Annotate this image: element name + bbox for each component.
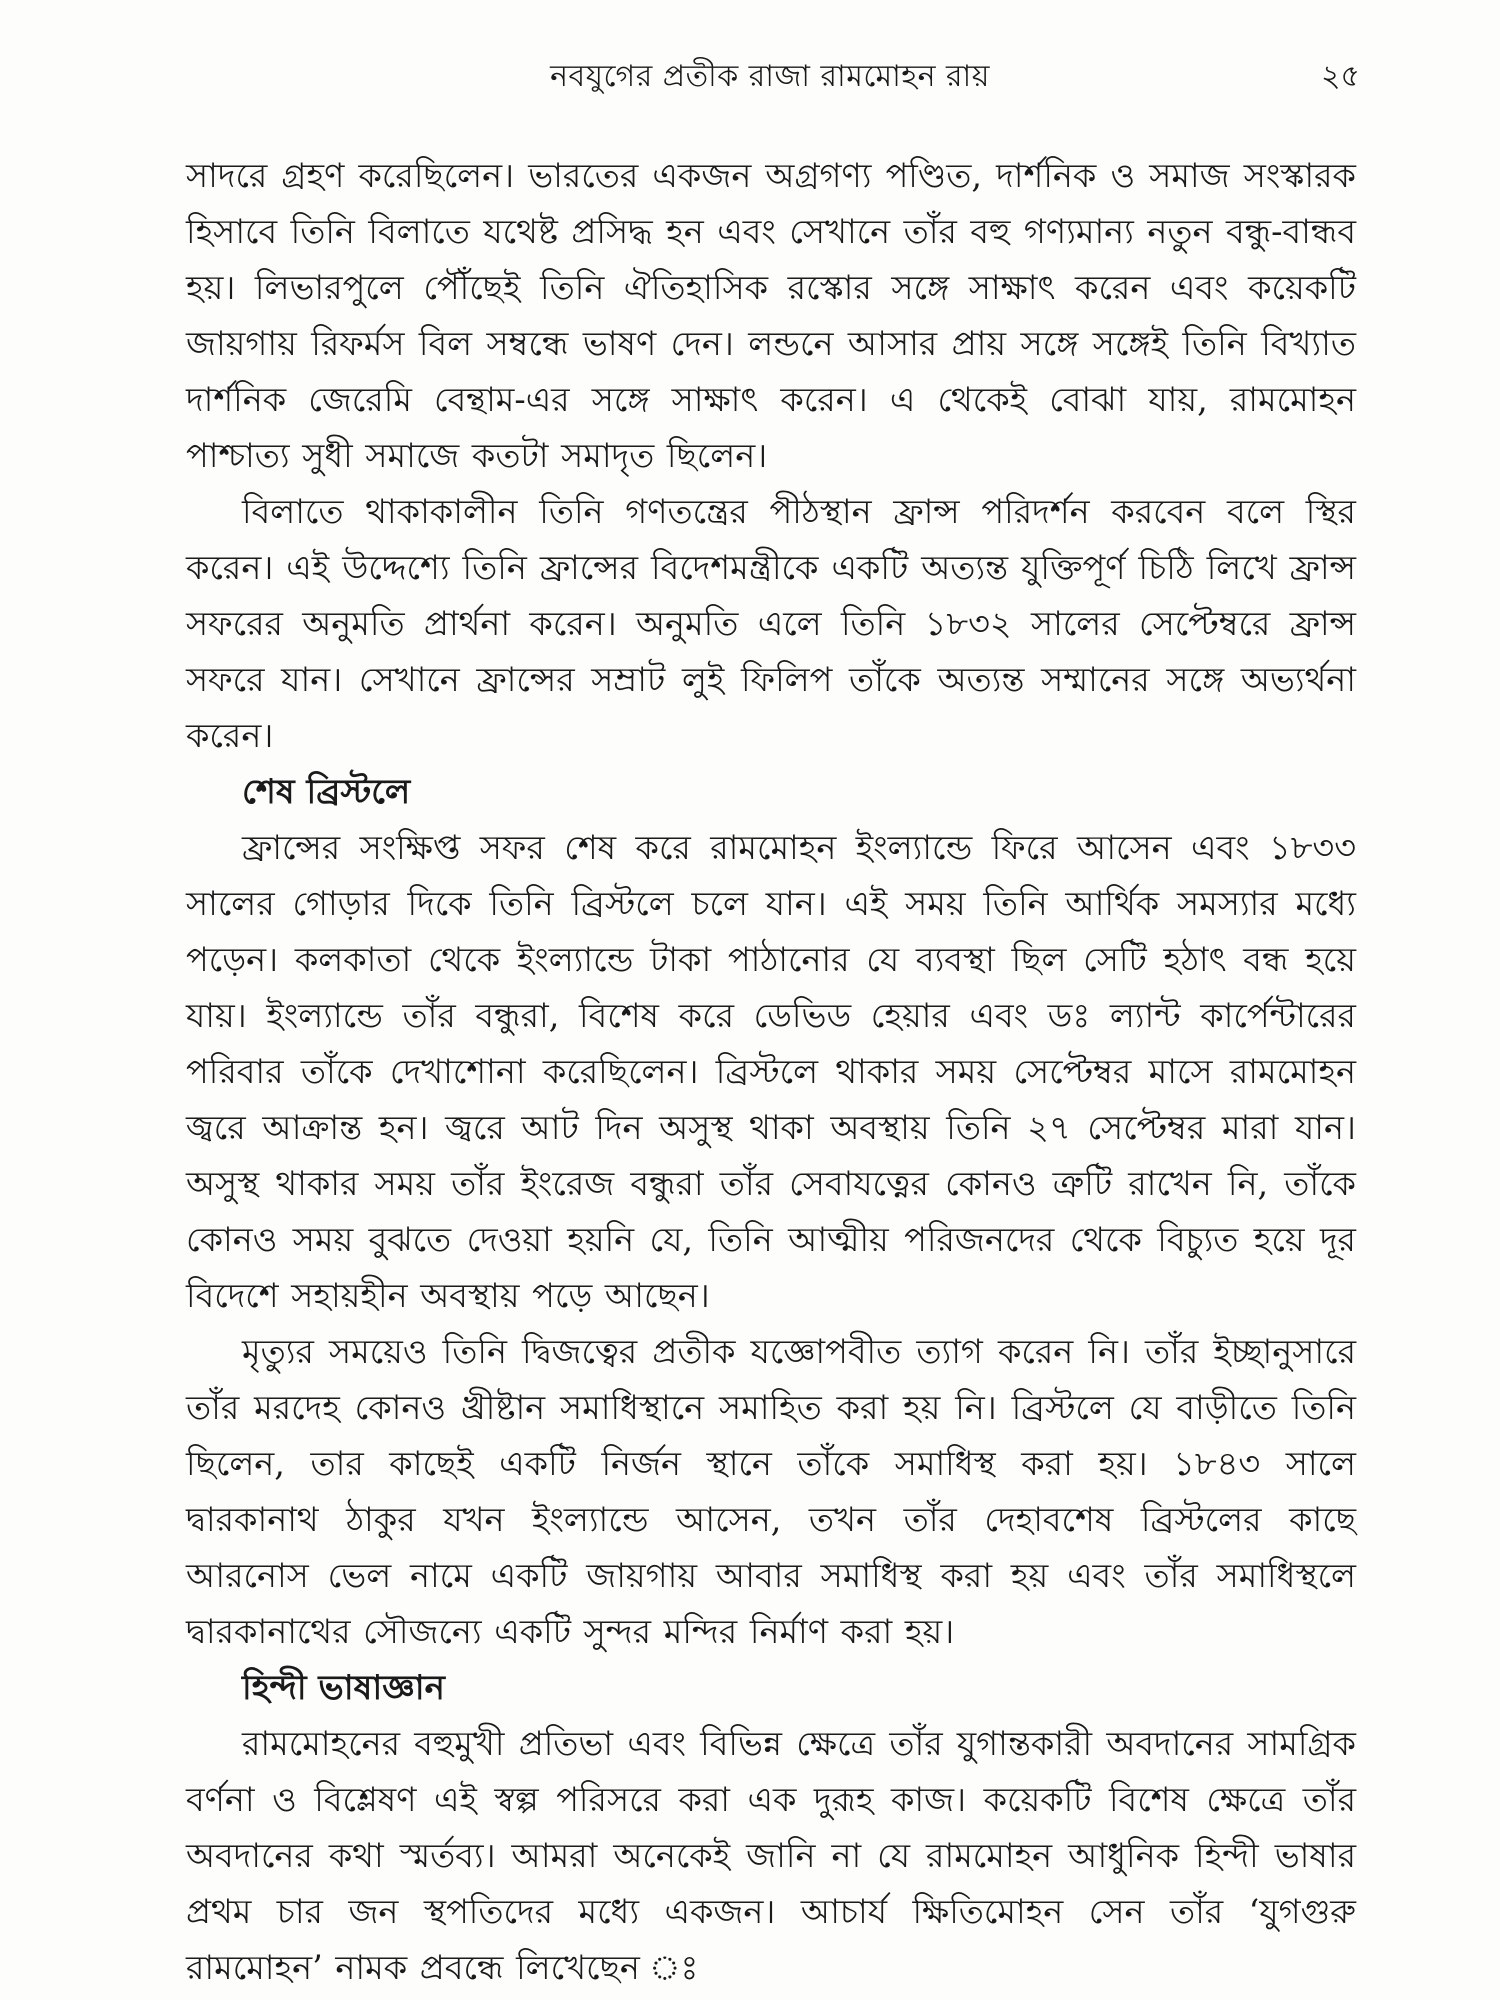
paragraph-death-burial: মৃত্যুর সময়েও তিনি দ্বিজত্বের প্রতীক যজ্ঞোপবীত ত্যাগ করেন নি। তাঁর ইচ্ছানুসারে তাঁর মরদেহ কোনও খ্রীষ্টান সমাধিস্থানে সমাহিত করা হয় নি। ব্রিস্টলে যে বাড়ীতে তিনি ছিলেন, তার কাছেই একটি নির্জন স্থানে তাঁকে সমাধিস্থ করা হয়। ১৮৪৩ সালে দ্বারকানাথ ঠাকুর যখন ইংল্যান্ডে আসেন, তখন তাঁর দেহাবশেষ ব্রিস্টলের কাছে আরনোস ভেল নামে একটি জায়গায় আবার সমাধিস্থ করা হয় এবং তাঁর সমাধিস্থলে দ্বারকানাথের সৌজন্যে একটি সুন্দর মন্দির নির্মাণ করা হয়।	[186, 1332, 1356, 1651]
section-heading-bristol: শেষ ব্রিস্টলে	[242, 772, 411, 812]
running-header	[180, 52, 1360, 102]
paragraph-hindi: রামমোহনের বহুমুখী প্রতিভা এবং বিভিন্ন ক্ষেত্রে তাঁর যুগান্তকারী অবদানের সামগ্রিক বর্ণনা ও বিশ্লেষণ এই স্বল্প পরিসরে করা এক দুরূহ কাজ। কয়েকটি বিশেষ ক্ষেত্রে তাঁর অবদানের কথা স্মর্তব্য। আমরা অনেকেই জানি না যে রামমোহন আধুনিক হিন্দী ভাষার প্রথম চার জন স্থপতিদের মধ্যে একজন। আচার্য ক্ষিতিমোহন সেন তাঁর ‘যুগগুরু রামমোহন’ নামক প্রবন্ধে লিখেছেন ঃ	[186, 1724, 1356, 1987]
page-number: ২৫	[1321, 59, 1360, 94]
body-text	[186, 148, 1356, 1996]
paragraph-bristol: ফ্রান্সের সংক্ষিপ্ত সফর শেষ করে রামমোহন ইংল্যান্ডে ফিরে আসেন এবং ১৮৩৩ সালের গোড়ার দিকে তিনি ব্রিস্টলে চলে যান। এই সময় তিনি আর্থিক সমস্যার মধ্যে পড়েন। কলকাতা থেকে ইংল্যান্ডে টাকা পাঠানোর যে ব্যবস্থা ছিল সেটি হঠাৎ বন্ধ হয়ে যায়। ইংল্যান্ডে তাঁর বন্ধুরা, বিশেষ করে ডেভিড হেয়ার এবং ডঃ ল্যান্ট কার্পেন্টারের পরিবার তাঁকে দেখাশোনা করেছিলেন। ব্রিস্টলে থাকার সময় সেপ্টেম্বর মাসে রামমোহন জ্বরে আক্রান্ত হন। জ্বরে আট দিন অসুস্থ থাকা অবস্থায় তিনি ২৭ সেপ্টেম্বর মারা যান। অসুস্থ থাকার সময় তাঁর ইংরেজ বন্ধুরা তাঁর সেবাযত্নের কোনও ত্রুটি রাখেন নি, তাঁকে কোনও সময় বুঝতে দেওয়া হয়নি যে, তিনি আত্মীয় পরিজনদের থেকে বিচ্যুত হয়ে দূর বিদেশে সহায়হীন অবস্থায় পড়ে আছেন।	[186, 828, 1356, 1315]
running-title: নবযুগের প্রতীক রাজা রামমোহন রায়	[550, 59, 990, 94]
paragraph-france-visit: বিলাতে থাকাকালীন তিনি গণতন্ত্রের পীঠস্থান ফ্রান্স পরিদর্শন করবেন বলে স্থির করেন। এই উদ্দেশ্যে তিনি ফ্রান্সের বিদেশমন্ত্রীকে একটি অত্যন্ত যুক্তিপূর্ণ চিঠি লিখে ফ্রান্স সফরের অনুমতি প্রার্থনা করেন। অনুমতি এলে তিনি ১৮৩২ সালের সেপ্টেম্বরে ফ্রান্স সফরে যান। সেখানে ফ্রান্সের সম্রাট লুই ফিলিপ তাঁকে অত্যন্ত সম্মানের সঙ্গে অভ্যর্থনা করেন।	[186, 492, 1356, 755]
section-heading-hindi: হিন্দী ভাষাজ্ঞান	[242, 1668, 445, 1708]
paragraph-continued: সাদরে গ্রহণ করেছিলেন। ভারতের একজন অগ্রগণ্য পণ্ডিত, দার্শনিক ও সমাজ সংস্কারক হিসাবে তিনি বিলাতে যথেষ্ট প্রসিদ্ধ হন এবং সেখানে তাঁর বহু গণ্যমান্য নতুন বন্ধু-বান্ধব হয়। লিভারপুলে পৌঁছেই তিনি ঐতিহাসিক রস্কোর সঙ্গে সাক্ষাৎ করেন এবং কয়েকটি জায়গায় রিফর্মস বিল সম্বন্ধে ভাষণ দেন। লন্ডনে আসার প্রায় সঙ্গে সঙ্গেই তিনি বিখ্যাত দার্শনিক জেরেমি বেন্থাম-এর সঙ্গে সাক্ষাৎ করেন। এ থেকেই বোঝা যায়, রামমোহন পাশ্চাত্য সুধী সমাজে কতটা সমাদৃত ছিলেন।	[186, 156, 1356, 475]
